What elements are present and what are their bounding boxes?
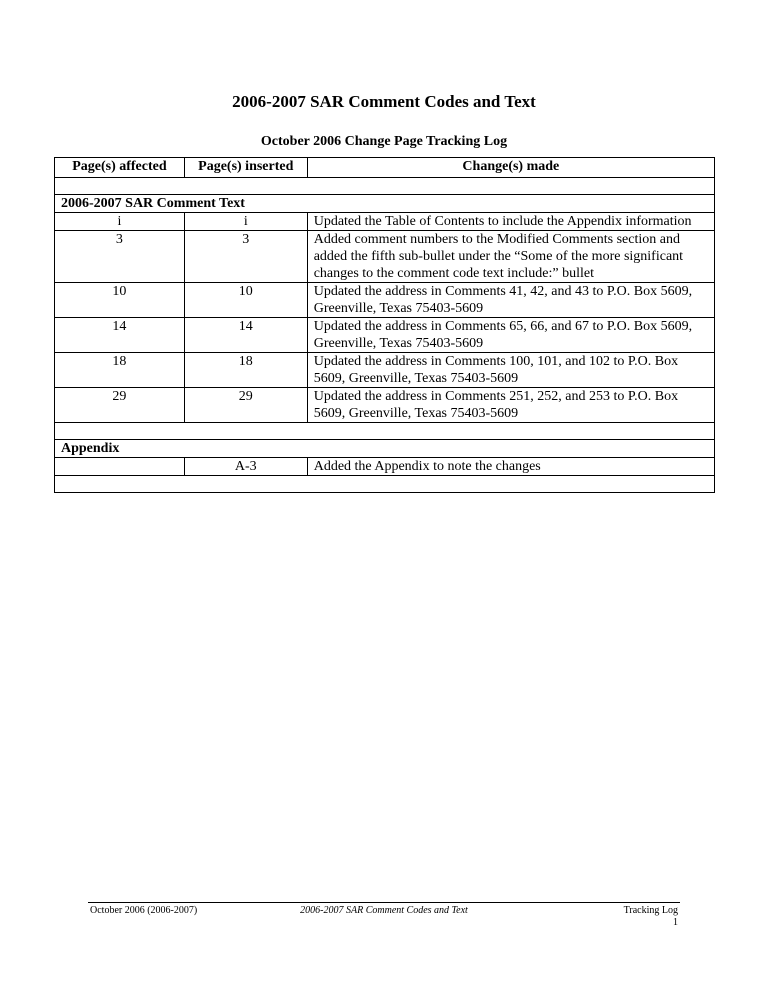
- cell-page-inserted: 10: [184, 283, 307, 318]
- table-row: [55, 213, 715, 231]
- cell-page-inserted: A-3: [184, 458, 307, 476]
- cell-change-made: Added comment numbers to the Modified Comments section and added the fifth sub-bullet under the “Some of the more significant changes to the comment code text include:” bullet: [307, 231, 714, 283]
- footer-date: October 2006 (2006-2007): [90, 905, 198, 916]
- table-row: [55, 231, 715, 283]
- table-row: [55, 458, 715, 476]
- cell-change-made: Updated the address in Comments 100, 101, and 102 to P.O. Box 5609, Greenville, Texas 75403-5609: [307, 353, 714, 388]
- cell-page-affected: 3: [55, 231, 185, 283]
- cell-change-made: Updated the address in Comments 251, 252, and 253 to P.O. Box 5609, Greenville, Texas 75403-5609: [307, 388, 714, 423]
- cell-change-made: Updated the address in Comments 65, 66, and 67 to P.O. Box 5609, Greenville, Texas 75403-5609: [307, 318, 714, 353]
- footer-section-label: Tracking Log: [623, 905, 678, 916]
- cell-page-inserted: 29: [184, 388, 307, 423]
- tracking-log-table: [54, 157, 715, 493]
- cell-page-affected: 18: [55, 353, 185, 388]
- footer-document-name: 2006-2007 SAR Comment Codes and Text: [300, 905, 468, 916]
- cell-page-affected: i: [55, 213, 185, 231]
- header-changes-made: Change(s) made: [307, 158, 714, 178]
- section-title: 2006-2007 SAR Comment Text: [55, 195, 715, 213]
- page-number: 1: [673, 917, 678, 928]
- document-title: 2006-2007 SAR Comment Codes and Text: [232, 92, 536, 111]
- cell-page-affected: 14: [55, 318, 185, 353]
- cell-page-inserted: i: [184, 213, 307, 231]
- cell-page-inserted: 3: [184, 231, 307, 283]
- table-row: [55, 283, 715, 318]
- cell-page-affected: 29: [55, 388, 185, 423]
- table-header-row: [55, 158, 715, 178]
- table-row: [55, 353, 715, 388]
- table-row: [55, 318, 715, 353]
- cell-change-made: Updated the Table of Contents to include the Appendix information: [307, 213, 714, 231]
- spacer-row: [55, 423, 715, 440]
- footer-section: [624, 905, 678, 929]
- header-pages-inserted: Page(s) inserted: [184, 158, 307, 178]
- cell-page-inserted: 14: [184, 318, 307, 353]
- cell-page-inserted: 18: [184, 353, 307, 388]
- spacer-row: [55, 476, 715, 493]
- header-pages-affected: Page(s) affected: [55, 158, 185, 178]
- spacer-row: [55, 178, 715, 195]
- cell-page-affected: [55, 458, 185, 476]
- footer-divider: [88, 902, 680, 903]
- cell-change-made: Added the Appendix to note the changes: [307, 458, 714, 476]
- section-title: Appendix: [55, 440, 715, 458]
- cell-change-made: Updated the address in Comments 41, 42, and 43 to P.O. Box 5609, Greenville, Texas 75403-5609: [307, 283, 714, 318]
- cell-page-affected: 10: [55, 283, 185, 318]
- section-header-row: [55, 440, 715, 458]
- section-header-row: [55, 195, 715, 213]
- tracking-log-title: October 2006 Change Page Tracking Log: [260, 134, 508, 149]
- table-row: [55, 388, 715, 423]
